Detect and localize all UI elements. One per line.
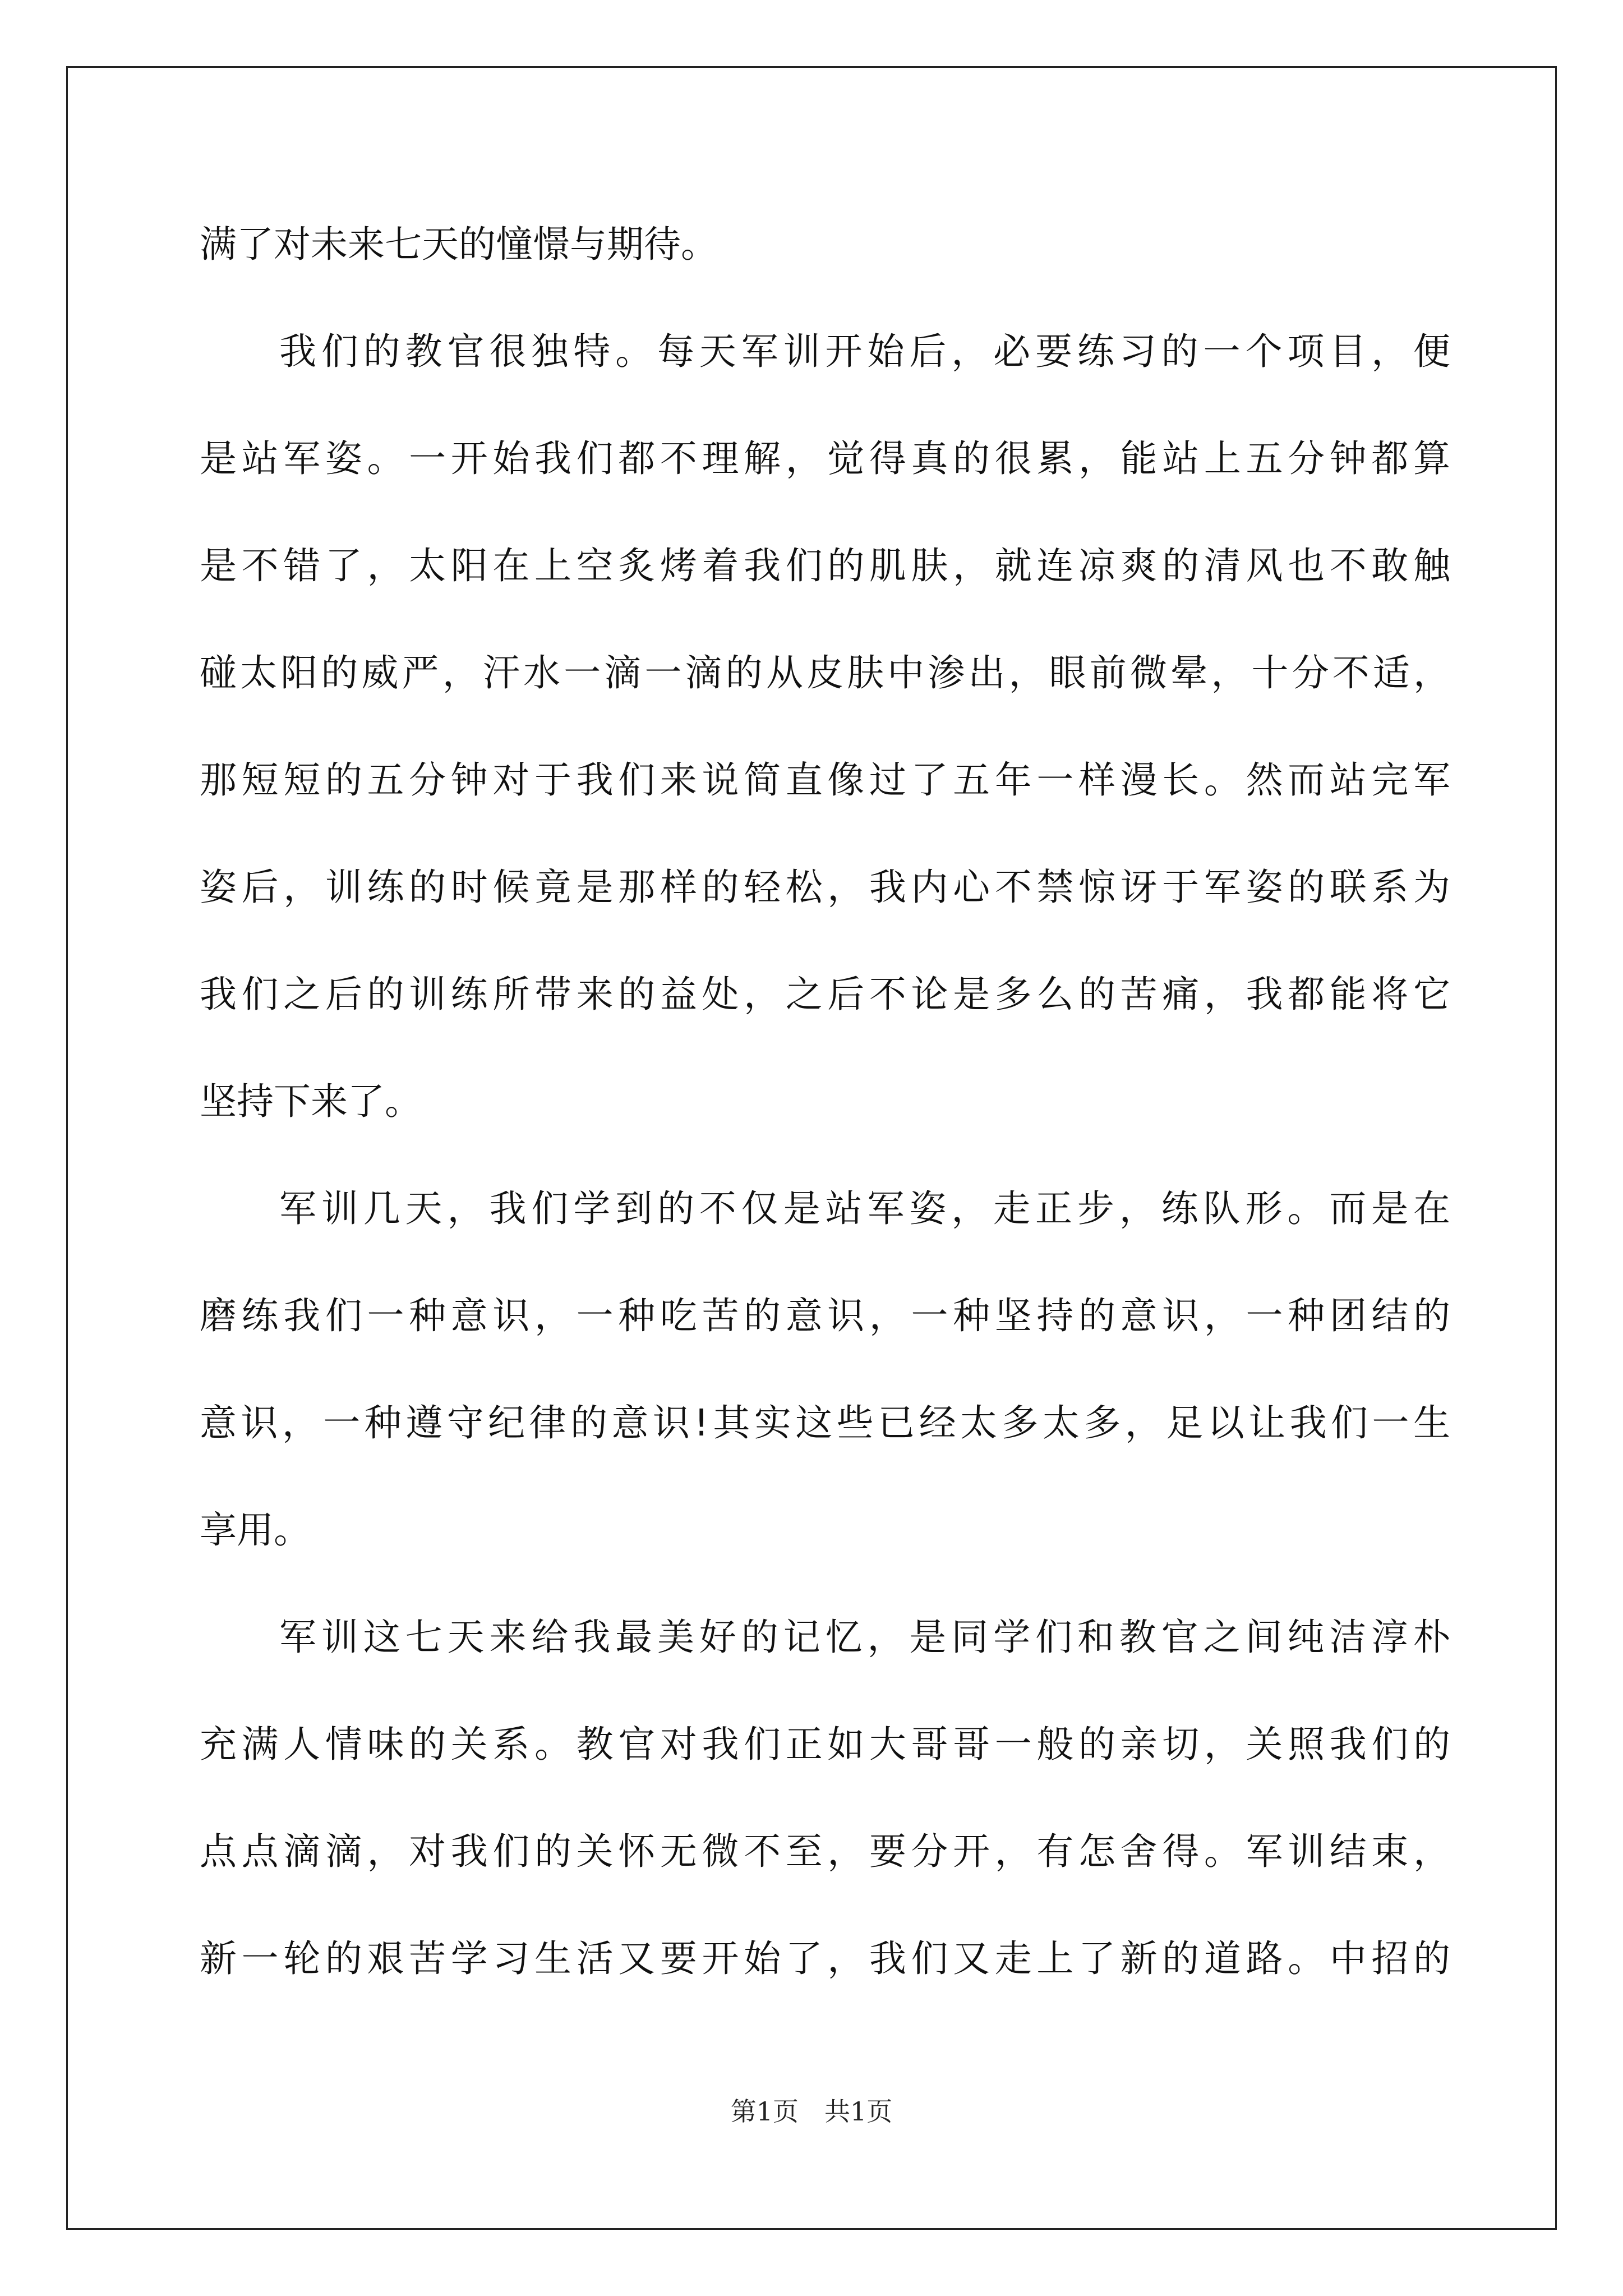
text-line: 享用。 bbox=[200, 1508, 311, 1552]
text-line: 我们的教官很独特。每天军训开始后，必要练习的一个项目，便 bbox=[279, 330, 1450, 373]
text-line: 是站军姿。一开始我们都不理解，觉得真的很累，能站上五分钟都算 bbox=[200, 437, 1450, 480]
text-line: 新一轮的艰苦学习生活又要开始了，我们又走上了新的道路。中招的 bbox=[200, 1937, 1450, 1980]
text-line: 姿后，训练的时候竟是那样的轻松，我内心不禁惊讶于军姿的联系为 bbox=[200, 866, 1450, 909]
text-line: 那短短的五分钟对于我们来说简直像过了五年一样漫长。然而站完军 bbox=[200, 758, 1450, 802]
page-number-total: 共1页 bbox=[824, 2096, 893, 2127]
text-line: 碰太阳的威严，汗水一滴一滴的从皮肤中渗出，眼前微晕，十分不适， bbox=[200, 651, 1450, 694]
text-line: 点点滴滴，对我们的关怀无微不至，要分开，有怎舍得。军训结束， bbox=[200, 1830, 1450, 1873]
page-number-current: 第1页 bbox=[730, 2096, 799, 2127]
text-line: 充满人情味的关系。教官对我们正如大哥哥一般的亲切，关照我们的 bbox=[200, 1723, 1450, 1766]
text-line: 磨练我们一种意识，一种吃苦的意识，一种坚持的意识，一种团结的 bbox=[200, 1294, 1450, 1337]
document-body bbox=[200, 191, 1450, 2012]
text-line: 军训这七天来给我最美好的记忆，是同学们和教官之间纯洁淳朴 bbox=[279, 1616, 1450, 1659]
text-line: 坚持下来了。 bbox=[200, 1080, 422, 1123]
text-line: 是不错了，太阳在上空炙烤着我们的肌肤，就连凉爽的清风也不敢触 bbox=[200, 544, 1450, 587]
page-footer bbox=[0, 2091, 1623, 2128]
text-line: 意识，一种遵守纪律的意识!其实这些已经太多太多，足以让我们一生 bbox=[200, 1401, 1450, 1444]
text-line: 军训几天，我们学到的不仅是站军姿，走正步，练队形。而是在 bbox=[279, 1187, 1450, 1230]
text-line: 满了对未来七天的憧憬与期待。 bbox=[200, 223, 718, 266]
text-line: 我们之后的训练所带来的益处，之后不论是多么的苦痛，我都能将它 bbox=[200, 973, 1450, 1016]
